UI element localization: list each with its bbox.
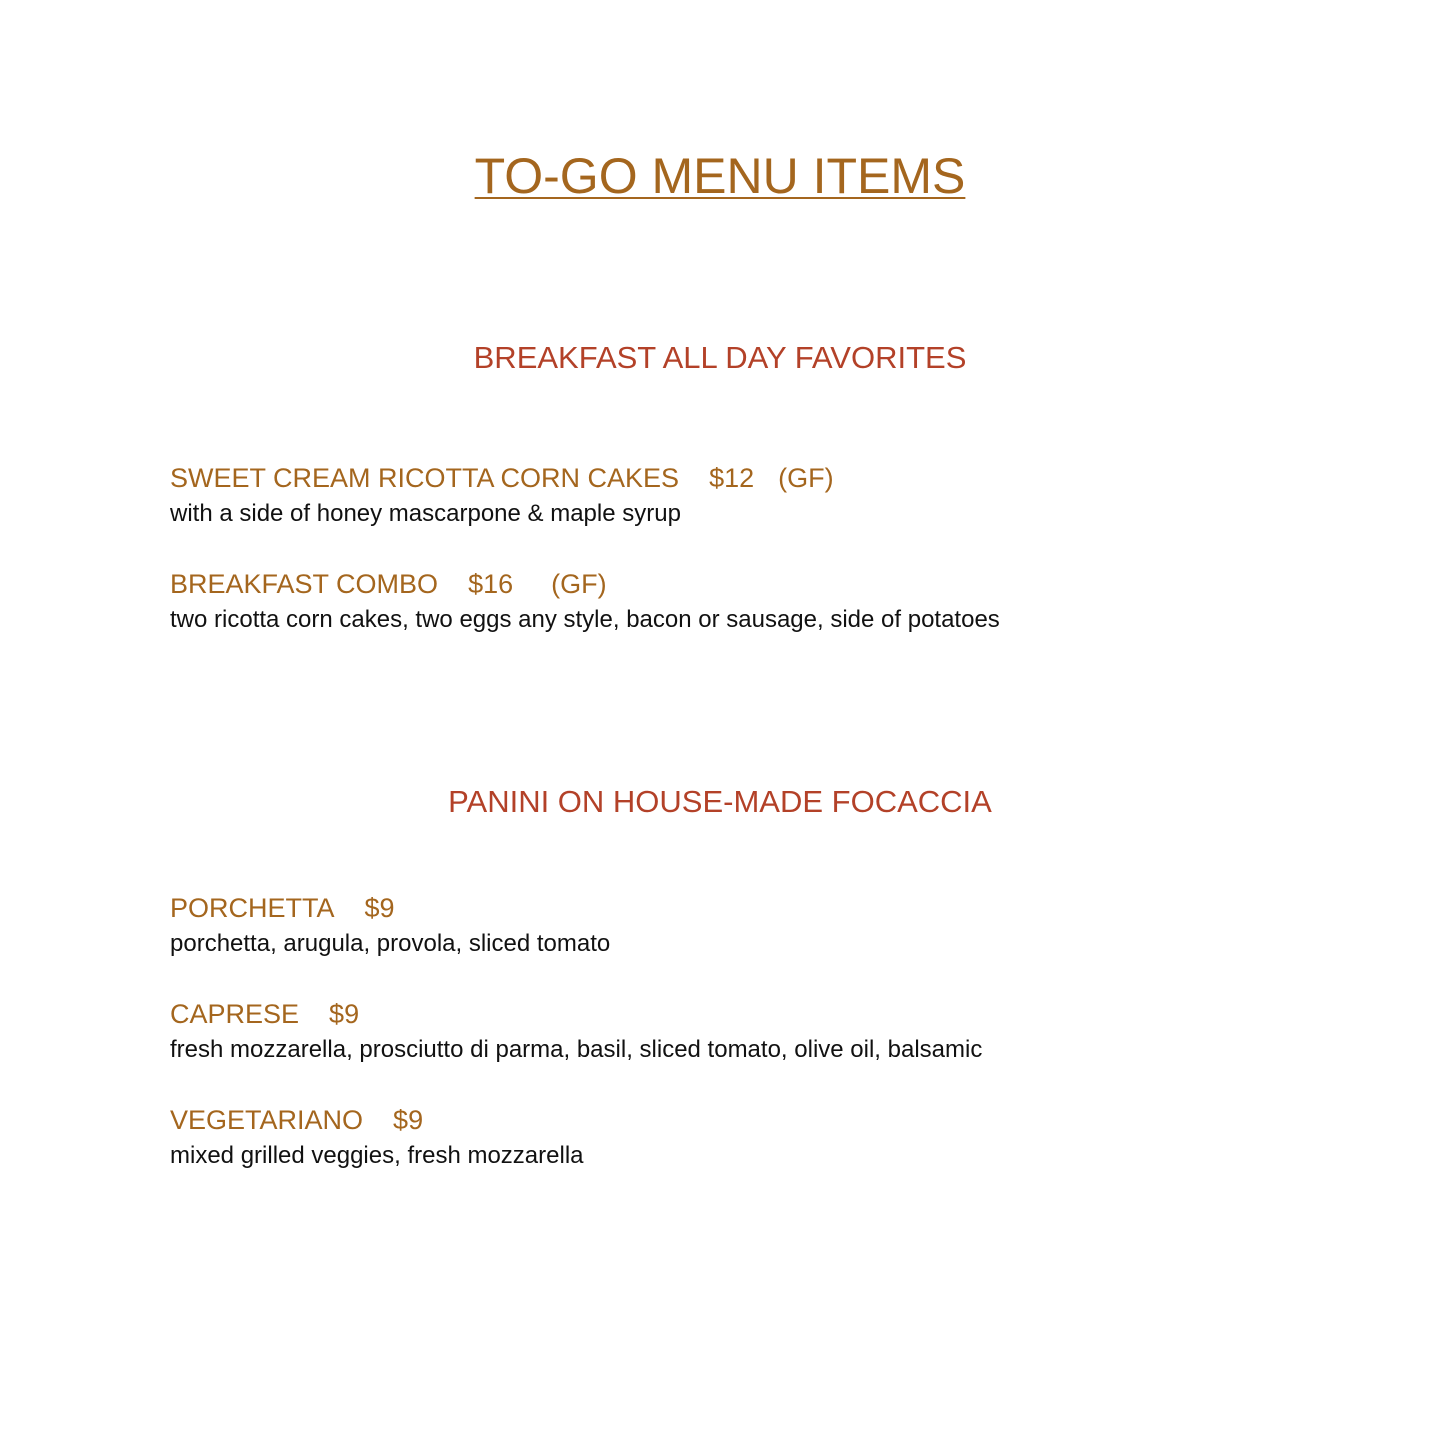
item-tag: (GF) [551, 569, 607, 599]
item-name: VEGETARIANO [170, 1105, 364, 1135]
item-description: two ricotta corn cakes, two eggs any style, bacon or sausage, side of potatoes [170, 606, 1000, 633]
section-heading-panini: PANINI ON HOUSE-MADE FOCACCIA [448, 784, 992, 819]
item-header [170, 462, 834, 494]
menu-item-vegetariano [170, 1104, 584, 1170]
item-name: PORCHETTA [170, 893, 335, 923]
item-description: mixed grilled veggies, fresh mozzarella [170, 1142, 584, 1169]
item-price: $9 [329, 999, 360, 1029]
item-description: porchetta, arugula, provola, sliced tomato [170, 930, 611, 957]
menu-item-breakfast-combo [170, 568, 1000, 634]
item-name: BREAKFAST COMBO [170, 569, 439, 599]
item-name: CAPRESE [170, 999, 300, 1029]
item-price: $9 [393, 1105, 424, 1135]
item-name: SWEET CREAM RICOTTA CORN CAKES [170, 463, 680, 493]
item-header [170, 568, 1000, 600]
item-tag: (GF) [778, 463, 834, 493]
item-description: fresh mozzarella, prosciutto di parma, basil, sliced tomato, olive oil, balsamic [170, 1036, 983, 1063]
item-price: $16 [468, 569, 514, 599]
item-price: $9 [364, 893, 395, 923]
menu-item-sweet-cream-ricotta-corn-cakes [170, 462, 834, 528]
item-header [170, 892, 610, 924]
item-header [170, 998, 982, 1030]
menu-item-caprese [170, 998, 982, 1064]
menu-item-porchetta [170, 892, 610, 958]
item-price: $12 [709, 463, 755, 493]
section-heading-breakfast: BREAKFAST ALL DAY FAVORITES [473, 340, 967, 375]
item-description: with a side of honey mascarpone & maple syrup [170, 500, 681, 527]
page-title: TO-GO MENU ITEMS [474, 148, 966, 204]
item-header [170, 1104, 584, 1136]
